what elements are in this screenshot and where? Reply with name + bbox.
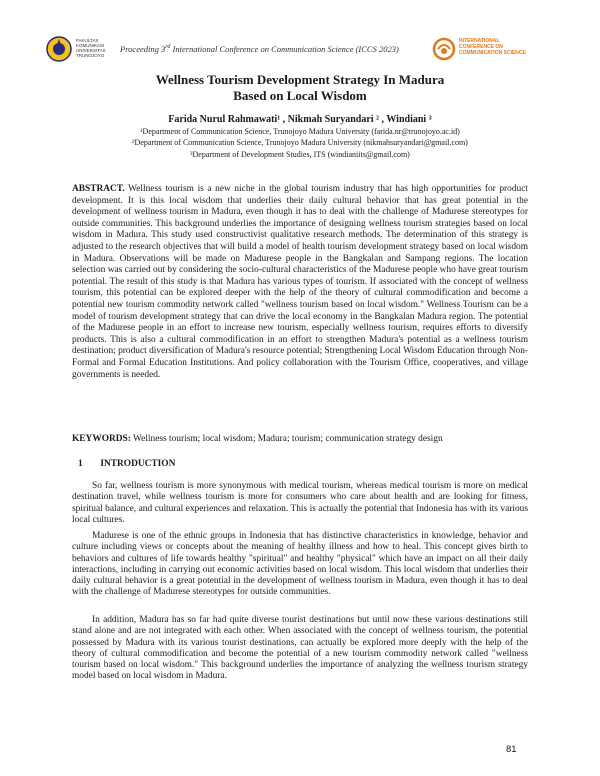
page-number: 81: [506, 744, 517, 755]
section-number: 1: [78, 459, 83, 469]
paper-title: [0, 72, 600, 104]
abstract-label: ABSTRACT.: [72, 184, 125, 194]
keywords: [72, 434, 528, 444]
affiliation-2: ²Department of Communication Science, Trunojoyo Madura University (nikmahsuryandari@gmail.com): [132, 138, 468, 147]
abstract-text: Wellness tourism is a new niche in the global tourism industry that has high opportunities for product development. It is this local wisdom that underlies their daily cultural behavior that has great potential in the development of wellness tourism in Madura, even though it has to deal with the challenge of Madurese stereotypes for outside communities. This background underlies the importance of designing wellness tourism strategies based on local wisdom in Madura. This study used constructivist qualitative research methods. The determination of this strategy is adjusted to the research objectives that will build a model of health tourism development strategy based on local wisdom in Madura. Observations will be made on Madurese people in the Bangkalan and Sampang regions. The location selection was carried out by considering the socio-cultural characteristics of the Madurese people who have great tourism potential. The result of this study is that Madura has various types of tourism. If associated with the concept of wellness tourism, this potential can be explored deeper with the help of the theory of cultural commodification and become a potential new tourism commodity network called "wellness tourism based on local wisdom." Wellness Tourism can be a model of tourism development strategy that can drive the local economy in the Bangkalan Madura region. The potential of the Madurese people in an effort to increase new tourism, especially wellness tourism, requires efforts to diversify products. This is also a cultural commodification in an effort to strengthen Madura's potential as a wellness tourism destination; product diversification of Madura's resource potential; Strengthening Local Wisdom Education through Non-Formal and Formal Education Institutions. And policy collaboration with the Tourism Office, cooperatives, and village governments is needed.: [72, 184, 528, 380]
paper-title-line-1: Wellness Tourism Development Strategy In Madura: [155, 72, 445, 87]
section-heading: [78, 459, 175, 469]
conference-logo-text: INTERNATIONAL CONFERENCE ON COMMUNICATION SCIENCE: [459, 38, 526, 56]
section-title: INTRODUCTION: [100, 459, 176, 469]
paper-authors: Farida Nurul Rahmawati¹ , Nikmah Suryandari ² , Windiani ³: [168, 114, 432, 125]
affiliation-1: ¹Department of Communication Science, Trunojoyo Madura University (farida.nr@trunojoyo.ac.id): [140, 127, 460, 136]
conference-header: Proceeding 3rd International Conference on Communication Science (ICCS 2023): [120, 44, 399, 54]
conference-logo-icon: [432, 37, 456, 61]
affiliation-3: ³Department of Development Studies, ITS (windianiits@gmail.com): [190, 150, 410, 159]
keywords-label: KEYWORDS:: [72, 434, 131, 444]
paragraph-1: So far, wellness tourism is more synonymous with medical tourism, whereas medical tourism is more on medical destination travel, while wellness tourism is more for consumers who care about health and are looking for fitness, spiritual balance, and cultural experiences and relaxation. This is actually the potential that Indonesia has with its various local cultures.: [72, 481, 528, 525]
keywords-text: Wellness tourism; local wisdom; Madura; tourism; communication strategy design: [133, 434, 443, 444]
paragraph-3: In addition, Madura has so far had quite diverse tourist destinations but until now these various destinations still stand alone and are not integrated with each other. When associated with the concept of wellness tourism, the potential possessed by Madura with its various tourist destinations, can actually be explored more deeply with the help of the theory of cultural commodification and become the potential of a new tourism commodity network called "wellness tourism based on local wisdom." This background underlies the importance of analyzing the wellness tourism strategy model based on local wisdom in Madura.: [72, 615, 528, 682]
paragraph-2: Madurese is one of the ethnic groups in Indonesia that has distinctive characteristics in knowledge, behavior and culture including views or concepts about the meaning of healthy illness and how to heal. This concept gives birth to behaviors and cultures of life towards healthy "spiritual" and healthy "physical" which have an impact on all their daily interactions, including in carrying out economic activities based on local wisdom. This local wisdom that underlies their daily cultural behavior is a great potential in the development of wellness tourism in Madura, even though it has to deal with the challenge of Madurese stereotypes for outside communities.: [72, 531, 528, 598]
university-logo-icon: [46, 36, 72, 62]
paper-title-line-2: Based on Local Wisdom: [233, 88, 367, 103]
abstract: [72, 184, 528, 381]
university-logo-text: FAKULTAS KOMUNIKASI UNIVERSITAS TRUNOJOYO: [76, 38, 106, 58]
